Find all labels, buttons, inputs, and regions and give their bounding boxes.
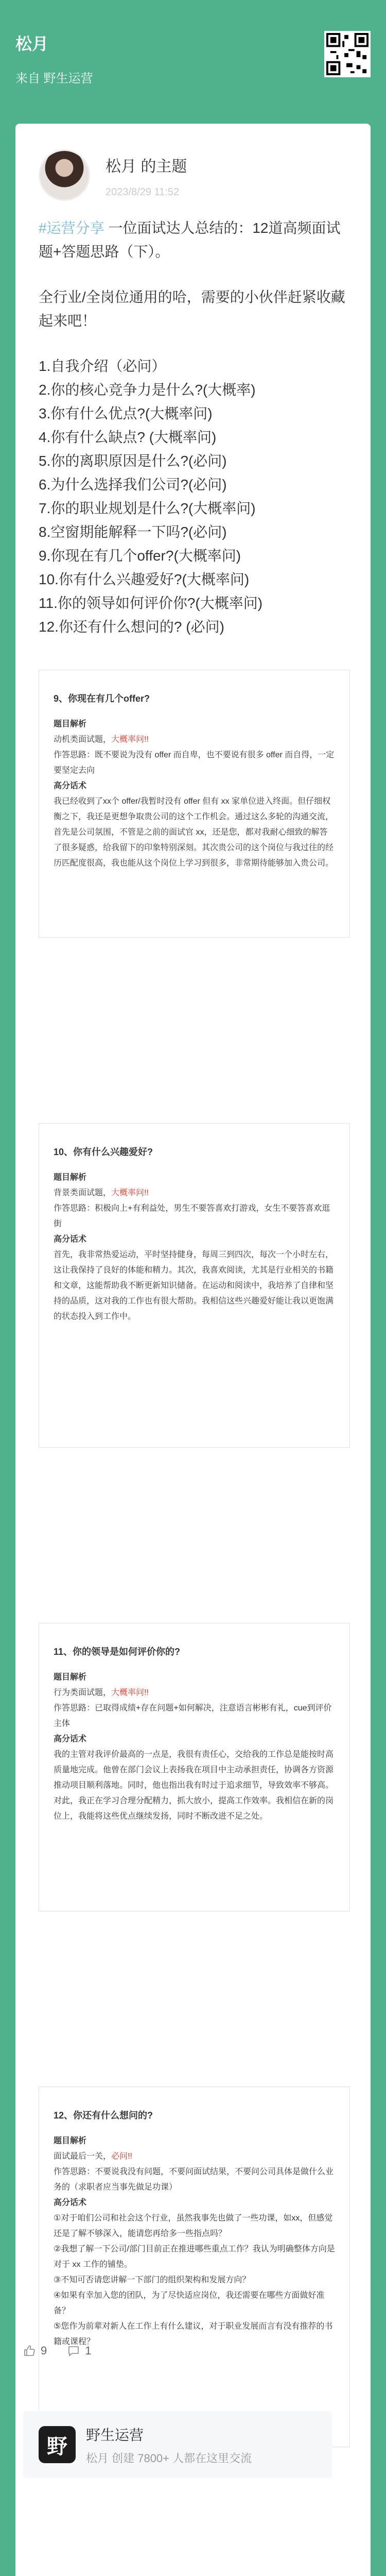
screenshot-line: ②我想了解一下公司/部门目前正在推进哪些重点工作？我认为明确整体方向是对于 xx 工作的铺垫。 bbox=[54, 2245, 335, 2269]
planet-logo: 野 bbox=[39, 2426, 76, 2463]
screenshot-section-label: 题目解析 bbox=[54, 1673, 87, 1682]
intro-text: 一位面试达人总结的：12道高频面试题+答题思路（下）。 bbox=[39, 220, 341, 260]
post-timestamp: 2023/8/29 11:52 bbox=[106, 187, 180, 198]
screenshot-line: ④如果有幸加入您的团队，为了尽快适应岗位，我还需要在哪些方面做好准备？ bbox=[54, 2291, 325, 2315]
question-item: 8.空窗期能解释一下吗?(必问) bbox=[39, 524, 227, 540]
avatar[interactable] bbox=[39, 149, 90, 201]
question-item: 2.你的核心竞争力是什么?(大概率) bbox=[39, 382, 256, 398]
question-item: 7.你的职业规划是什么?(大概率问) bbox=[39, 500, 256, 516]
post-body bbox=[15, 201, 371, 639]
question-item: 3.你有什么优点?(大概率问) bbox=[39, 405, 213, 421]
post-header bbox=[15, 124, 371, 201]
planet-card[interactable] bbox=[23, 2411, 332, 2478]
frequency-note: 大概率问!! bbox=[111, 1189, 149, 1197]
question-item: 10.你有什么兴趣爱好?(大概率问) bbox=[39, 571, 250, 587]
screenshot-section-label: 题目解析 bbox=[54, 720, 87, 728]
question-item: 5.你的离职原因是什么?(必问) bbox=[39, 453, 227, 469]
question-list bbox=[39, 354, 350, 639]
screenshot-section-label: 高分话术 bbox=[54, 1735, 87, 1743]
hashtag-link[interactable]: #运营分享 bbox=[39, 220, 104, 236]
question-item: 12.你还有什么想问的? (必问) bbox=[39, 619, 224, 635]
screenshot-line: 面试最后一关，必问!! bbox=[54, 2152, 132, 2161]
comment-icon bbox=[67, 2345, 80, 2357]
screenshot-heading: 11、你的领导是如何评价你的? bbox=[54, 1647, 181, 1657]
screenshot-line: 我已经收到了xx个 offer/我暂时没有 offer 但有 xx 家单位进入终面。但仔细权衡之下，我还是更想争取贵公司的这个工作机会。通过这么多轮的沟通交流，首先是公司氛围，不管是之前的面试官 xx，还是您，都对我耐心细致的解答了很多疑惑，给我留下的印象特别深刻。其次贵公司的这个岗位与我过往的经历匹配度很高，我也能从这个岗位上学习到很多，非常期待能够加入贵公司。 bbox=[54, 797, 334, 868]
screenshot-line: 行为类面试题，大概率问!! bbox=[54, 1688, 149, 1697]
screenshot-section-label: 高分话术 bbox=[54, 782, 87, 790]
answer-screenshot bbox=[39, 1623, 350, 1911]
answer-screenshot bbox=[39, 1123, 350, 1448]
question-item: 9.你现在有几个offer?(大概率问) bbox=[39, 548, 241, 564]
source-label: 来自 野生运营 bbox=[15, 72, 93, 86]
header bbox=[0, 0, 386, 103]
screenshot-heading: 12、你还有什么想问的? bbox=[54, 2110, 153, 2121]
frequency-note: 大概率问!! bbox=[111, 735, 149, 744]
question-item: 11.你的领导如何评价你?(大概率问) bbox=[39, 595, 263, 611]
screenshot-line: 首先，我非常热爱运动，平时坚持健身，每周三到四次，每次一个小时左右，这让我保持了良好的体能和精力。其次，我喜欢阅读，尤其是行业相关的书籍和文章，这能帮助我不断更新知识储备。在运动和阅读中，我培养了自律和坚持的品质，这对我的工作也有很大帮助。我相信这些兴趣爱好能让我以更饱满的状态投入到工作中。 bbox=[54, 1250, 334, 1321]
planet-name: 野生运营 bbox=[86, 2427, 144, 2443]
thumb-up-icon bbox=[23, 2345, 36, 2357]
screenshot-line: 我的主管对我评价最高的一点是，我很有责任心，交给我的工作总是能按时高质量地完成。他曾在部门会议上表扬我在项目中主动承担责任，协调各方资源推动项目顺利落地。同时，他也指出我有时过于追求细节，导致效率不够高。对此，我正在学习合理分配精力，抓大放小，提高工作效率。我相信在新的岗位上，我能将这些优点继续发扬，同时不断改进不足之处。 bbox=[54, 1750, 334, 1821]
screenshot-line: ⑤您作为前辈对新人在工作上有什么建议，对于职业发展而言有没有推荐的书籍或课程？ bbox=[54, 2322, 333, 2346]
screenshot-line: 作答思路：不要说我没有问题，不要问面试结果，不要问公司具体是做什么业务的（求职者应当事先做足功课） bbox=[54, 2167, 334, 2192]
screenshot-heading: 10、你有什么兴趣爱好? bbox=[54, 1147, 153, 1157]
screenshot-line: ①对于咱们公司和社会这个行业，虽然我事先也做了一些功课，如xx，但感觉还是了解不够深入，能请您再给多一些指点吗？ bbox=[54, 2214, 333, 2238]
intro-paragraph bbox=[39, 216, 350, 264]
like-button[interactable] bbox=[23, 2344, 47, 2358]
post-card bbox=[15, 124, 371, 2576]
screenshot-line: 背景类面试题，大概率问!! bbox=[54, 1189, 149, 1197]
like-count: 9 bbox=[41, 2344, 47, 2357]
answer-screenshot bbox=[39, 670, 350, 938]
screenshot-line: 动机类面试题，大概率问!! bbox=[54, 735, 149, 744]
frequency-note: 大概率问!! bbox=[111, 1688, 149, 1697]
planet-meta: 松月 创建 7800+ 人都在这里交流 bbox=[86, 2451, 252, 2465]
screenshot-section-label: 题目解析 bbox=[54, 2137, 87, 2145]
post-title: 松月 的主题 bbox=[106, 158, 187, 175]
comment-count: 1 bbox=[85, 2344, 92, 2357]
screenshot-line: 作答思路：已取得成绩+存在问题+如何解决，注意语言彬彬有礼，cue到评价主体 bbox=[54, 1704, 332, 1728]
screenshot-section-label: 高分话术 bbox=[54, 1235, 87, 1244]
comment-button[interactable] bbox=[67, 2344, 91, 2358]
header-qr-code bbox=[324, 31, 371, 77]
screenshot-section-label: 高分话术 bbox=[54, 2198, 87, 2207]
answer-screenshot bbox=[39, 2087, 350, 2447]
frequency-note: 必问!! bbox=[111, 2152, 132, 2161]
question-item: 6.为什么选择我们公司?(必问) bbox=[39, 477, 227, 493]
stats-bar bbox=[23, 2344, 112, 2358]
collect-paragraph: 全行业/全岗位通用的哈，需要的小伙伴赶紧收藏起来吧！ bbox=[39, 289, 345, 329]
screenshot-line: ③不知可否请您讲解一下部门的组织架构和发展方向？ bbox=[54, 2276, 251, 2284]
screenshot-heading: 9、你现在有几个offer? bbox=[54, 693, 150, 704]
screenshot-line: 作答思路：既不要说为没有 offer 而自卑，也不要说有很多 offer 而自得，一定要坚定去向 bbox=[54, 751, 335, 775]
author-name: 松月 bbox=[15, 35, 49, 53]
question-item: 4.你有什么缺点? (大概率问) bbox=[39, 429, 217, 445]
question-item: 1.自我介绍（必问） bbox=[39, 358, 166, 374]
screenshot-line: 作答思路：积极向上+有利益处，男生不要答喜欢打游戏，女生不要答喜欢逛街 bbox=[54, 1204, 330, 1228]
screenshot-section-label: 题目解析 bbox=[54, 1173, 87, 1182]
